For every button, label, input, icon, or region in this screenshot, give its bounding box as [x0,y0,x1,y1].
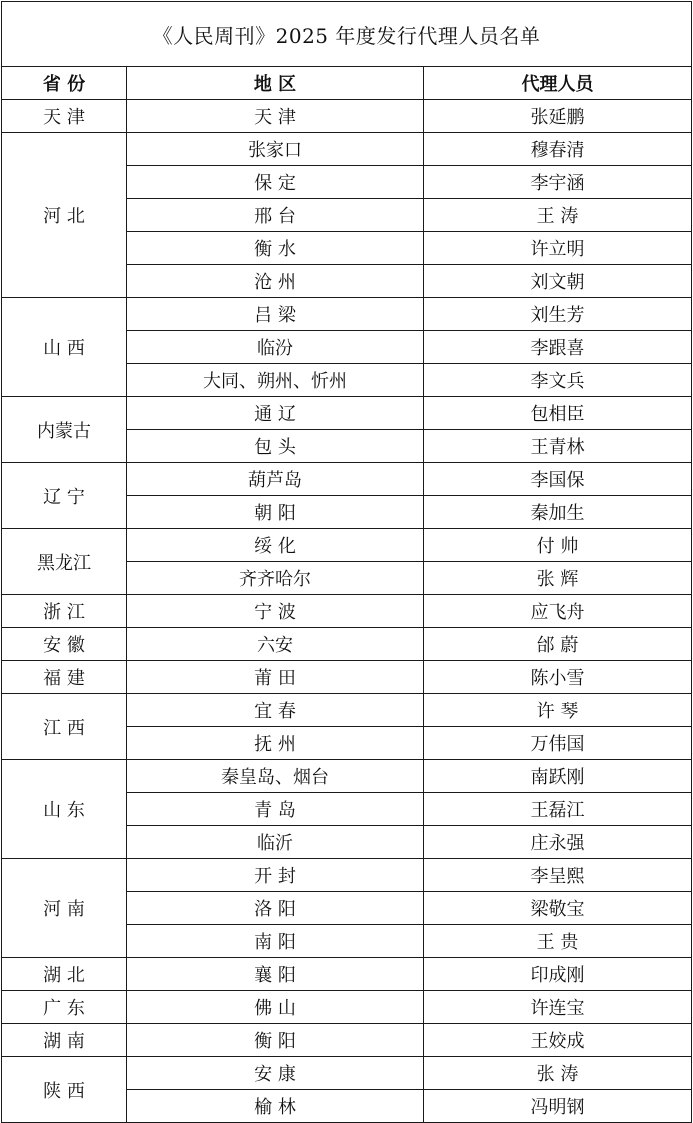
table-row [2,661,692,694]
agent-cell: 李宇涵 [424,166,692,199]
area-cell: 通 辽 [127,397,424,430]
area-cell: 南 阳 [127,925,424,958]
agent-cell: 刘生芳 [424,298,692,331]
area-cell: 邢 台 [127,199,424,232]
agent-cell: 穆春清 [424,133,692,166]
table-row [2,133,692,166]
area-cell: 张家口 [127,133,424,166]
agent-cell: 庄永强 [424,826,692,859]
agent-cell: 万伟国 [424,727,692,760]
area-cell: 榆 林 [127,1090,424,1123]
agent-cell: 许连宝 [424,991,692,1024]
province-cell: 天 津 [2,100,127,133]
agent-cell: 许立明 [424,232,692,265]
province-cell: 山 西 [2,298,127,397]
agent-cell: 南跃刚 [424,760,692,793]
area-cell: 衡 水 [127,232,424,265]
table-row [2,628,692,661]
province-cell: 湖 北 [2,958,127,991]
table-row [2,529,692,562]
header-agent: 代理人员 [424,67,692,100]
province-cell: 山 东 [2,760,127,859]
area-cell: 朝 阳 [127,496,424,529]
area-cell: 抚 州 [127,727,424,760]
agent-cell: 秦加生 [424,496,692,529]
province-cell: 河 北 [2,133,127,298]
agent-cell: 印成刚 [424,958,692,991]
table-row [2,100,692,133]
area-cell: 保 定 [127,166,424,199]
table-row [2,1024,692,1057]
agent-cell: 王磊江 [424,793,692,826]
agent-cell: 梁敬宝 [424,892,692,925]
area-cell: 衡 阳 [127,1024,424,1057]
province-cell: 内蒙古 [2,397,127,463]
area-cell: 吕 梁 [127,298,424,331]
province-cell: 浙 江 [2,595,127,628]
area-cell: 佛 山 [127,991,424,1024]
table-row [2,958,692,991]
table-row [2,859,692,892]
agent-cell: 应飞舟 [424,595,692,628]
agent-cell: 冯明钢 [424,1090,692,1123]
province-cell: 黑龙江 [2,529,127,595]
table-row [2,1057,692,1090]
area-cell: 包 头 [127,430,424,463]
area-cell: 齐齐哈尔 [127,562,424,595]
agent-cell: 邰 蔚 [424,628,692,661]
province-cell: 辽 宁 [2,463,127,529]
agent-cell: 付 帅 [424,529,692,562]
agent-cell: 张 涛 [424,1057,692,1090]
agent-cell: 张 辉 [424,562,692,595]
agent-cell: 王青林 [424,430,692,463]
table-row [2,298,692,331]
area-cell: 青 岛 [127,793,424,826]
area-cell: 临汾 [127,331,424,364]
province-cell: 安 徽 [2,628,127,661]
table-row [2,694,692,727]
agent-cell: 李呈熙 [424,859,692,892]
area-cell: 洛 阳 [127,892,424,925]
header-area: 地 区 [127,67,424,100]
title-row [2,2,692,67]
area-cell: 葫芦岛 [127,463,424,496]
table-row [2,397,692,430]
agent-cell: 许 琴 [424,694,692,727]
agent-cell: 王 涛 [424,199,692,232]
header-province: 省 份 [2,67,127,100]
province-cell: 陕 西 [2,1057,127,1123]
agent-cell: 李文兵 [424,364,692,397]
area-cell: 绥 化 [127,529,424,562]
table-row [2,760,692,793]
agent-cell: 刘文朝 [424,265,692,298]
header-row [2,67,692,100]
province-cell: 河 南 [2,859,127,958]
agent-cell: 陈小雪 [424,661,692,694]
area-cell: 天 津 [127,100,424,133]
area-cell: 襄 阳 [127,958,424,991]
area-cell: 沧 州 [127,265,424,298]
province-cell: 福 建 [2,661,127,694]
agent-cell: 包相臣 [424,397,692,430]
agent-roster-table [1,1,692,1123]
table-row [2,991,692,1024]
agent-cell: 王 贵 [424,925,692,958]
area-cell: 莆 田 [127,661,424,694]
area-cell: 宁 波 [127,595,424,628]
province-cell: 湖 南 [2,1024,127,1057]
table-row [2,463,692,496]
area-cell: 秦皇岛、烟台 [127,760,424,793]
province-cell: 江 西 [2,694,127,760]
area-cell: 临沂 [127,826,424,859]
area-cell: 六安 [127,628,424,661]
area-cell: 开 封 [127,859,424,892]
table-row [2,595,692,628]
agent-cell: 李跟喜 [424,331,692,364]
agent-cell: 李国保 [424,463,692,496]
agent-cell: 王姣成 [424,1024,692,1057]
agent-cell: 张延鹏 [424,100,692,133]
area-cell: 宜 春 [127,694,424,727]
document-title: 《人民周刊》2025 年度发行代理人员名单 [2,2,692,67]
area-cell: 安 康 [127,1057,424,1090]
area-cell: 大同、朔州、忻州 [127,364,424,397]
province-cell: 广 东 [2,991,127,1024]
